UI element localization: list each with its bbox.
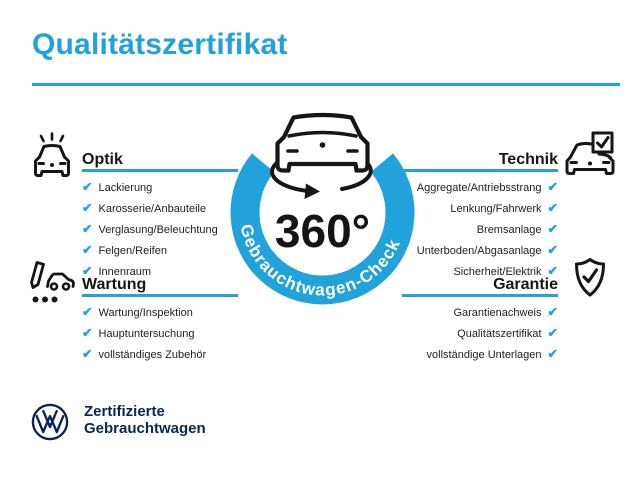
- 360-value: 360°: [274, 205, 371, 257]
- section-rule-optik: [82, 169, 238, 172]
- check-icon: ✔: [547, 305, 558, 320]
- check-icon: ✔: [82, 201, 93, 216]
- title-divider: [32, 83, 620, 86]
- shiny-car-icon: [26, 130, 78, 184]
- check-icon: ✔: [82, 305, 93, 320]
- service-checklist-icon: [26, 258, 76, 308]
- rotating-car-icon: [272, 115, 371, 199]
- section-title-technik: Technik: [498, 151, 558, 168]
- checklist-item: [450, 198, 558, 219]
- ring-label: Gebrauchtwagen-Check: [236, 222, 404, 300]
- checklist-item-label: vollständiges Zubehör: [98, 348, 207, 361]
- check-icon: ✔: [82, 326, 93, 341]
- vw-logo: [30, 402, 70, 442]
- checklist-item: [477, 219, 558, 240]
- check-icon: ✔: [82, 180, 93, 195]
- checklist-item-label: Sicherheit/Elektrik: [453, 265, 542, 278]
- check-icon: ✔: [547, 347, 558, 362]
- checklist-item-label: Lenkung/Fahrwerk: [450, 202, 542, 215]
- checklist-item-label: Verglasung/Beleuchtung: [98, 223, 218, 236]
- checklist-item-label: Karosserie/Anbauteile: [98, 202, 207, 215]
- checklist-item-label: Lackierung: [98, 181, 153, 194]
- checklist-item-label: Wartung/Inspektion: [98, 306, 193, 319]
- wartung-checklist: [82, 302, 206, 365]
- checklist-item: [457, 323, 558, 344]
- shield-check-icon: [570, 256, 610, 302]
- checklist-item: [453, 302, 558, 323]
- 360-check-badge: [218, 103, 428, 343]
- checklist-item-label: Aggregate/Antriebsstrang: [416, 181, 542, 194]
- checklist-item: [417, 177, 558, 198]
- garantie-checklist: [427, 302, 558, 365]
- check-icon: ✔: [82, 264, 93, 279]
- brand-claim-line1: Zertifizierte: [84, 403, 165, 420]
- checklist-item: [82, 323, 206, 344]
- check-icon: ✔: [547, 326, 558, 341]
- brand-claim-line2: Gebrauchtwagen: [84, 420, 206, 437]
- checklist-item-label: vollständige Unterlagen: [426, 348, 542, 361]
- checklist-item-label: Bremsanlage: [476, 223, 542, 236]
- checklist-item: [82, 344, 206, 365]
- checklist-item: [82, 177, 218, 198]
- check-icon: ✔: [82, 222, 93, 237]
- optik-checklist: [82, 177, 218, 282]
- section-rule-wartung: [82, 294, 238, 297]
- checklist-item: [82, 198, 218, 219]
- checklist-item: [82, 219, 218, 240]
- checklist-item-label: Garantienachweis: [453, 306, 542, 319]
- check-icon: ✔: [82, 347, 93, 362]
- check-icon: ✔: [547, 264, 558, 279]
- checklist-item: [82, 240, 218, 261]
- checklist-item-label: Unterboden/Abgasanlage: [416, 244, 542, 257]
- checklist-item-label: Innenraum: [98, 265, 152, 278]
- check-icon: ✔: [547, 243, 558, 258]
- checklist-item: [427, 344, 558, 365]
- brand-claim: [84, 403, 206, 437]
- checklist-item-label: Hauptuntersuchung: [98, 327, 195, 340]
- check-icon: ✔: [547, 201, 558, 216]
- checklist-item: [82, 302, 206, 323]
- page-title: Qualitätszertifikat: [32, 28, 288, 61]
- checklist-item-label: Qualitätszertifikat: [457, 327, 542, 340]
- checklist-item: [417, 240, 558, 261]
- section-title-optik: Optik: [82, 151, 123, 168]
- section-title-wartung: Wartung: [82, 276, 147, 293]
- checklist-item-label: Felgen/Reifen: [98, 244, 167, 257]
- technik-checklist: [417, 177, 558, 282]
- check-icon: ✔: [547, 222, 558, 237]
- check-icon: ✔: [547, 180, 558, 195]
- car-checkbox-icon: [564, 130, 616, 182]
- section-title-garantie: Garantie: [493, 276, 558, 293]
- check-icon: ✔: [82, 243, 93, 258]
